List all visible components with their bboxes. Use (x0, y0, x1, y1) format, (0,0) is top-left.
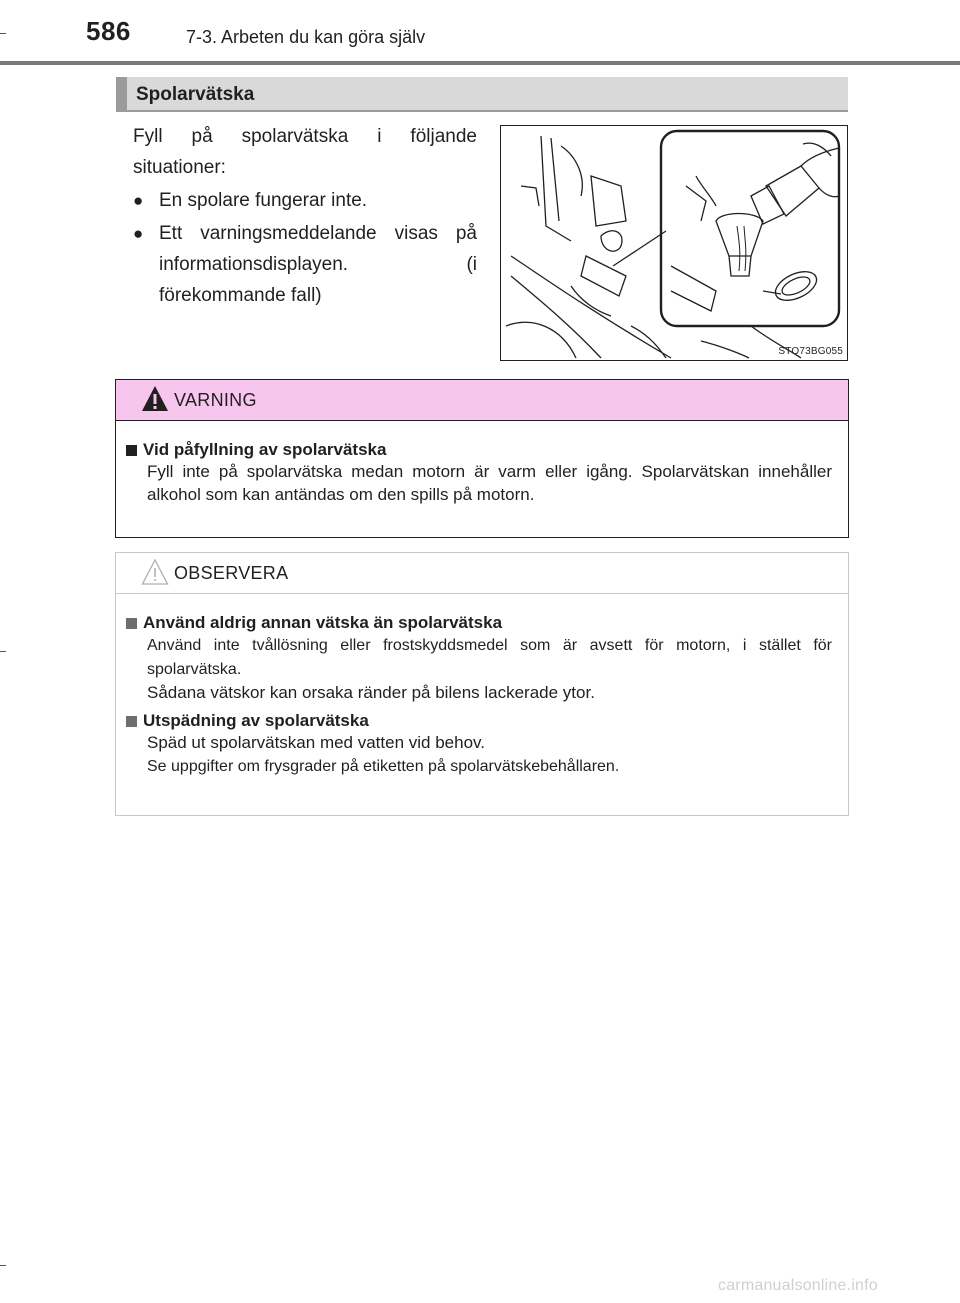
warning-item-heading (126, 440, 848, 460)
notice-item-text-line: Se uppgifter om frysgrader på etiketten på spolarvätskebehållaren. (147, 758, 620, 775)
washer-fluid-illustration (500, 125, 848, 361)
bullet-item (133, 185, 477, 216)
square-bullet-icon (126, 445, 137, 456)
engine-bay-illustration (501, 126, 848, 361)
warning-header (116, 380, 848, 421)
section-path: 7-3. Arbeten du kan göra själv (186, 27, 426, 47)
filled-circle-icon: ● (133, 224, 144, 243)
intro-text-block (133, 121, 477, 311)
filled-circle-icon: ● (133, 191, 144, 210)
warning-item-text: Fyll inte på spolarvätska medan motorn är varm eller igång. Spolarvätskan innehåller alkohol som kan antändas om den spills på motorn. (147, 462, 832, 504)
warning-triangle-icon (140, 384, 170, 414)
section-title: Spolarvätska (136, 84, 255, 105)
crop-mark (0, 33, 6, 34)
notice-item-text-line: Späd ut spolarvätskan med vatten vid behov. (147, 733, 485, 752)
notice-item-text (147, 633, 832, 704)
bullet-text: Ett varningsmeddelande visas på informationsdisplayen. (i förekommande fall) (159, 223, 477, 306)
notice-item-text-line: Använd inte tvållösning eller frostskyddsmedel som är avsett för motorn, i stället för spolarvätska. (147, 637, 832, 678)
notice-item-heading-text: Använd aldrig annan vätska än spolarvätska (143, 613, 503, 632)
bullet-text: En spolare fungerar inte. (159, 190, 368, 211)
figure-code: STO73BG055 (778, 346, 843, 357)
caution-triangle-icon (140, 557, 170, 587)
notice-item-heading (126, 613, 848, 633)
notice-item-heading-text: Utspädning av spolarvätska (143, 711, 369, 730)
notice-title: OBSERVERA (174, 563, 289, 583)
notice-item-text (147, 731, 832, 778)
watermark: carmanualsonline.info (718, 1277, 878, 1294)
notice-box (115, 552, 849, 816)
page-number: 586 (86, 16, 131, 46)
warning-item-heading-text: Vid påfyllning av spolarvätska (143, 440, 387, 459)
header-rule (0, 61, 960, 65)
crop-mark (0, 651, 6, 652)
crop-mark (0, 1265, 6, 1266)
notice-item-text-line: Sådana vätskor kan orsaka ränder på bilens lackerade ytor. (147, 683, 595, 702)
intro-paragraph: Fyll på spolarvätska i följande situationer: (133, 126, 477, 178)
warning-title: VARNING (174, 390, 257, 410)
warning-box (115, 379, 849, 538)
notice-header (116, 553, 848, 594)
section-heading-bar (116, 77, 848, 112)
warning-body (116, 421, 848, 506)
square-bullet-icon (126, 618, 137, 629)
notice-item-heading (126, 711, 848, 731)
bullet-item (133, 218, 477, 311)
notice-body (116, 594, 848, 778)
square-bullet-icon (126, 716, 137, 727)
